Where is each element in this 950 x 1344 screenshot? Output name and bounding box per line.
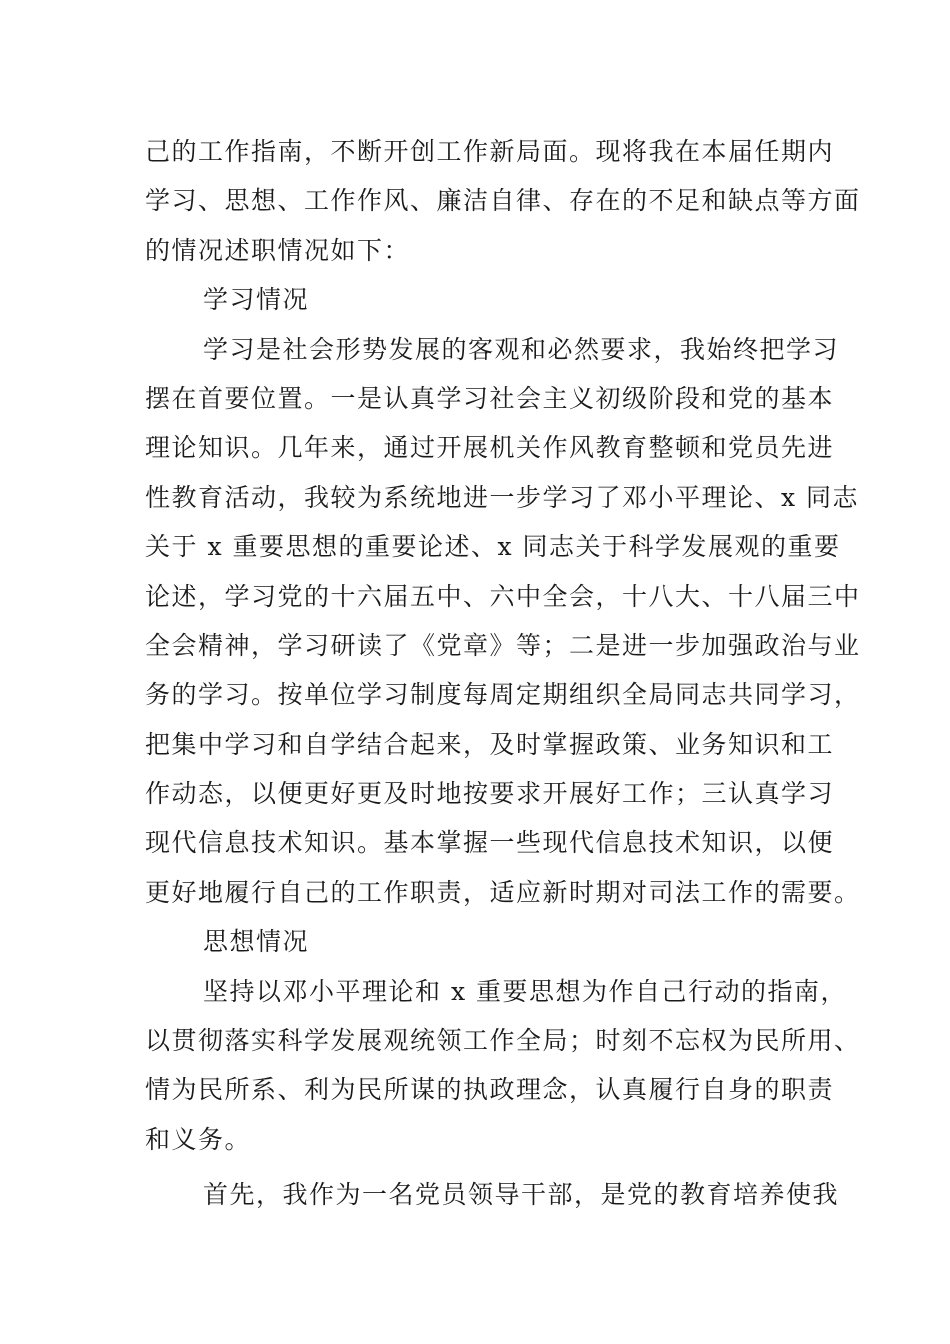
body-line: 以贯彻落实科学发展观统领工作全局；时刻不忘权为民所用、 xyxy=(145,1026,861,1056)
body-line: 全会精神，学习研读了《党章》等；二是进一步加强政治与业 xyxy=(145,630,861,660)
section-heading-thought: 思想情况 xyxy=(203,927,310,957)
body-line: 学习、思想、工作作风、廉洁自律、存在的不足和缺点等方面 xyxy=(145,186,861,216)
body-line: 的情况述职情况如下： xyxy=(145,235,411,265)
document-body xyxy=(145,127,861,1220)
paragraph-start-line: 坚持以邓小平理论和 x 重要思想为作自己行动的指南， xyxy=(203,976,847,1006)
body-line: 作动态，以便更好更及时地按要求开展好工作；三认真学习 xyxy=(145,779,835,809)
body-line: 把集中学习和自学结合起来，及时掌握政策、业务知识和工 xyxy=(145,729,835,759)
body-line: 己的工作指南，不断开创工作新局面。现将我在本届任期内 xyxy=(145,137,835,166)
body-line: 关于 x 重要思想的重要论述、x 同志关于科学发展观的重要 xyxy=(145,532,841,562)
body-line: 理论知识。几年来，通过开展机关作风教育整顿和党员先进 xyxy=(145,433,835,463)
body-line: 摆在首要位置。一是认真学习社会主义初级阶段和党的基本 xyxy=(145,383,835,413)
section-heading-study: 学习情况 xyxy=(203,285,310,315)
body-line: 和义务。 xyxy=(145,1124,252,1154)
body-line: 务的学习。按单位学习制度每周定期组织全局同志共同学习， xyxy=(145,680,861,710)
body-line: 性教育活动，我较为系统地进一步学习了邓小平理论、x 同志 xyxy=(145,482,860,512)
paragraph-start-line: 首先，我作为一名党员领导干部，是党的教育培养使我 xyxy=(203,1180,840,1210)
body-line: 现代信息技术知识。基本掌握一些现代信息技术知识，以便 xyxy=(145,828,835,858)
body-line: 情为民所系、利为民所谋的执政理念，认真履行自身的职责 xyxy=(145,1075,835,1105)
body-line: 论述，学习党的十六届五中、六中全会，十八大、十八届三中 xyxy=(145,581,861,611)
body-line: 更好地履行自己的工作职责，适应新时期对司法工作的需要。 xyxy=(145,877,861,907)
paragraph-start-line: 学习是社会形势发展的客观和必然要求，我始终把学习 xyxy=(203,334,840,364)
